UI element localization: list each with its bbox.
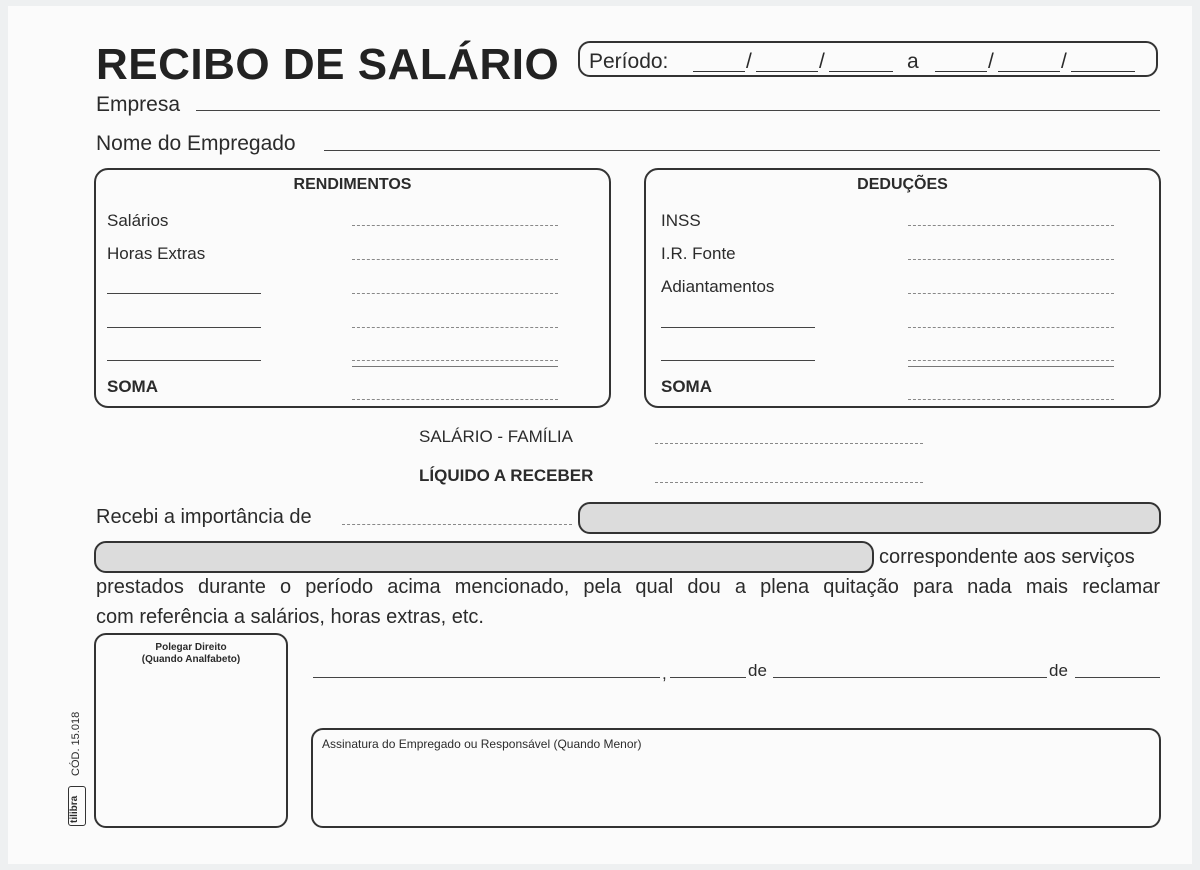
periodo-separator: / (819, 50, 825, 73)
product-code: CÓD. 15.018 (70, 711, 82, 776)
periodo-label: Período: (589, 50, 669, 73)
recebi-label: Recebi a importância de (96, 506, 312, 528)
deducoes-blank-value-field[interactable] (908, 327, 1114, 328)
liquido-value-field[interactable] (655, 482, 923, 483)
deducoes-title: DEDUÇÕES (857, 176, 948, 193)
polegar-title: Polegar Direito (155, 642, 227, 653)
rendimentos-blank-value-field[interactable] (352, 327, 558, 328)
form-title: RECIBO DE SALÁRIO (96, 40, 560, 89)
periodo-box (578, 41, 1158, 77)
nome-empregado-label: Nome do Empregado (96, 132, 296, 155)
ir-fonte-value-field[interactable] (908, 259, 1114, 260)
rendimentos-blank-label-field[interactable] (107, 293, 261, 294)
deducoes-row-label: INSS (661, 211, 701, 230)
deducoes-total-rule (908, 366, 1114, 367)
declaration-line-2: prestados durante o período acima mencionado, pela qual dou a plena quitação para nada mais reclamar (96, 576, 1160, 598)
de-label: de (748, 661, 767, 680)
declaration-line-3: com referência a salários, horas extras, etc. (96, 606, 484, 628)
periodo-year-start-field[interactable] (829, 71, 893, 72)
rendimentos-soma-value-field[interactable] (352, 399, 558, 400)
importancia-extenso-field-2[interactable] (94, 541, 874, 573)
rendimentos-blank-label-field[interactable] (107, 360, 261, 361)
deducoes-blank-label-field[interactable] (661, 360, 815, 361)
importancia-value-field[interactable] (342, 524, 572, 525)
adiantamentos-value-field[interactable] (908, 293, 1114, 294)
salarios-value-field[interactable] (352, 225, 558, 226)
periodo-a-label: a (907, 50, 919, 73)
deducoes-blank-label-field[interactable] (661, 327, 815, 328)
rendimentos-row-label: Salários (107, 211, 169, 230)
brand-name: tilibra (69, 795, 80, 823)
deducoes-soma-label: SOMA (661, 377, 712, 396)
rendimentos-blank-value-field[interactable] (352, 293, 558, 294)
tilibra-logo (68, 786, 86, 826)
assinatura-label: Assinatura do Empregado ou Responsável (Quando Menor) (322, 737, 642, 751)
rendimentos-total-rule (352, 366, 558, 367)
rendimentos-title: RENDIMENTOS (293, 176, 412, 193)
periodo-separator: / (1061, 50, 1067, 73)
horas-extras-value-field[interactable] (352, 259, 558, 260)
deducoes-row-label: Adiantamentos (661, 277, 775, 296)
nome-empregado-field[interactable] (324, 150, 1160, 151)
periodo-separator: / (746, 50, 752, 73)
rendimentos-row-label: Horas Extras (107, 244, 206, 263)
de-label: de (1049, 661, 1068, 680)
salario-familia-label: SALÁRIO - FAMÍLIA (419, 427, 573, 446)
polegar-box[interactable] (94, 633, 288, 828)
liquido-label: LÍQUIDO A RECEBER (419, 466, 594, 485)
periodo-day-end-field[interactable] (935, 71, 987, 72)
periodo-year-end-field[interactable] (1071, 71, 1135, 72)
comma-separator: , (662, 664, 667, 683)
dia-field[interactable] (670, 677, 746, 678)
deducoes-row-label: I.R. Fonte (661, 244, 736, 263)
rendimentos-soma-label: SOMA (107, 377, 158, 396)
rendimentos-blank-label-field[interactable] (107, 327, 261, 328)
local-field[interactable] (313, 677, 660, 678)
polegar-subtitle: (Quando Analfabeto) (141, 654, 241, 665)
salario-familia-value-field[interactable] (655, 443, 923, 444)
deducoes-soma-value-field[interactable] (908, 399, 1114, 400)
periodo-month-end-field[interactable] (998, 71, 1060, 72)
rendimentos-blank-value-field[interactable] (352, 360, 558, 361)
deducoes-blank-value-field[interactable] (908, 360, 1114, 361)
ano-field[interactable] (1075, 677, 1160, 678)
deducoes-panel (644, 168, 1161, 408)
periodo-separator: / (988, 50, 994, 73)
empresa-label: Empresa (96, 93, 181, 116)
inss-value-field[interactable] (908, 225, 1114, 226)
mes-field[interactable] (773, 677, 1047, 678)
correspondente-text: correspondente aos serviços (879, 546, 1135, 568)
periodo-month-start-field[interactable] (756, 71, 818, 72)
assinatura-box[interactable] (311, 728, 1161, 828)
rendimentos-panel (94, 168, 611, 408)
empresa-field[interactable] (196, 110, 1160, 111)
importancia-extenso-field-1[interactable] (578, 502, 1161, 534)
periodo-day-start-field[interactable] (693, 71, 745, 72)
